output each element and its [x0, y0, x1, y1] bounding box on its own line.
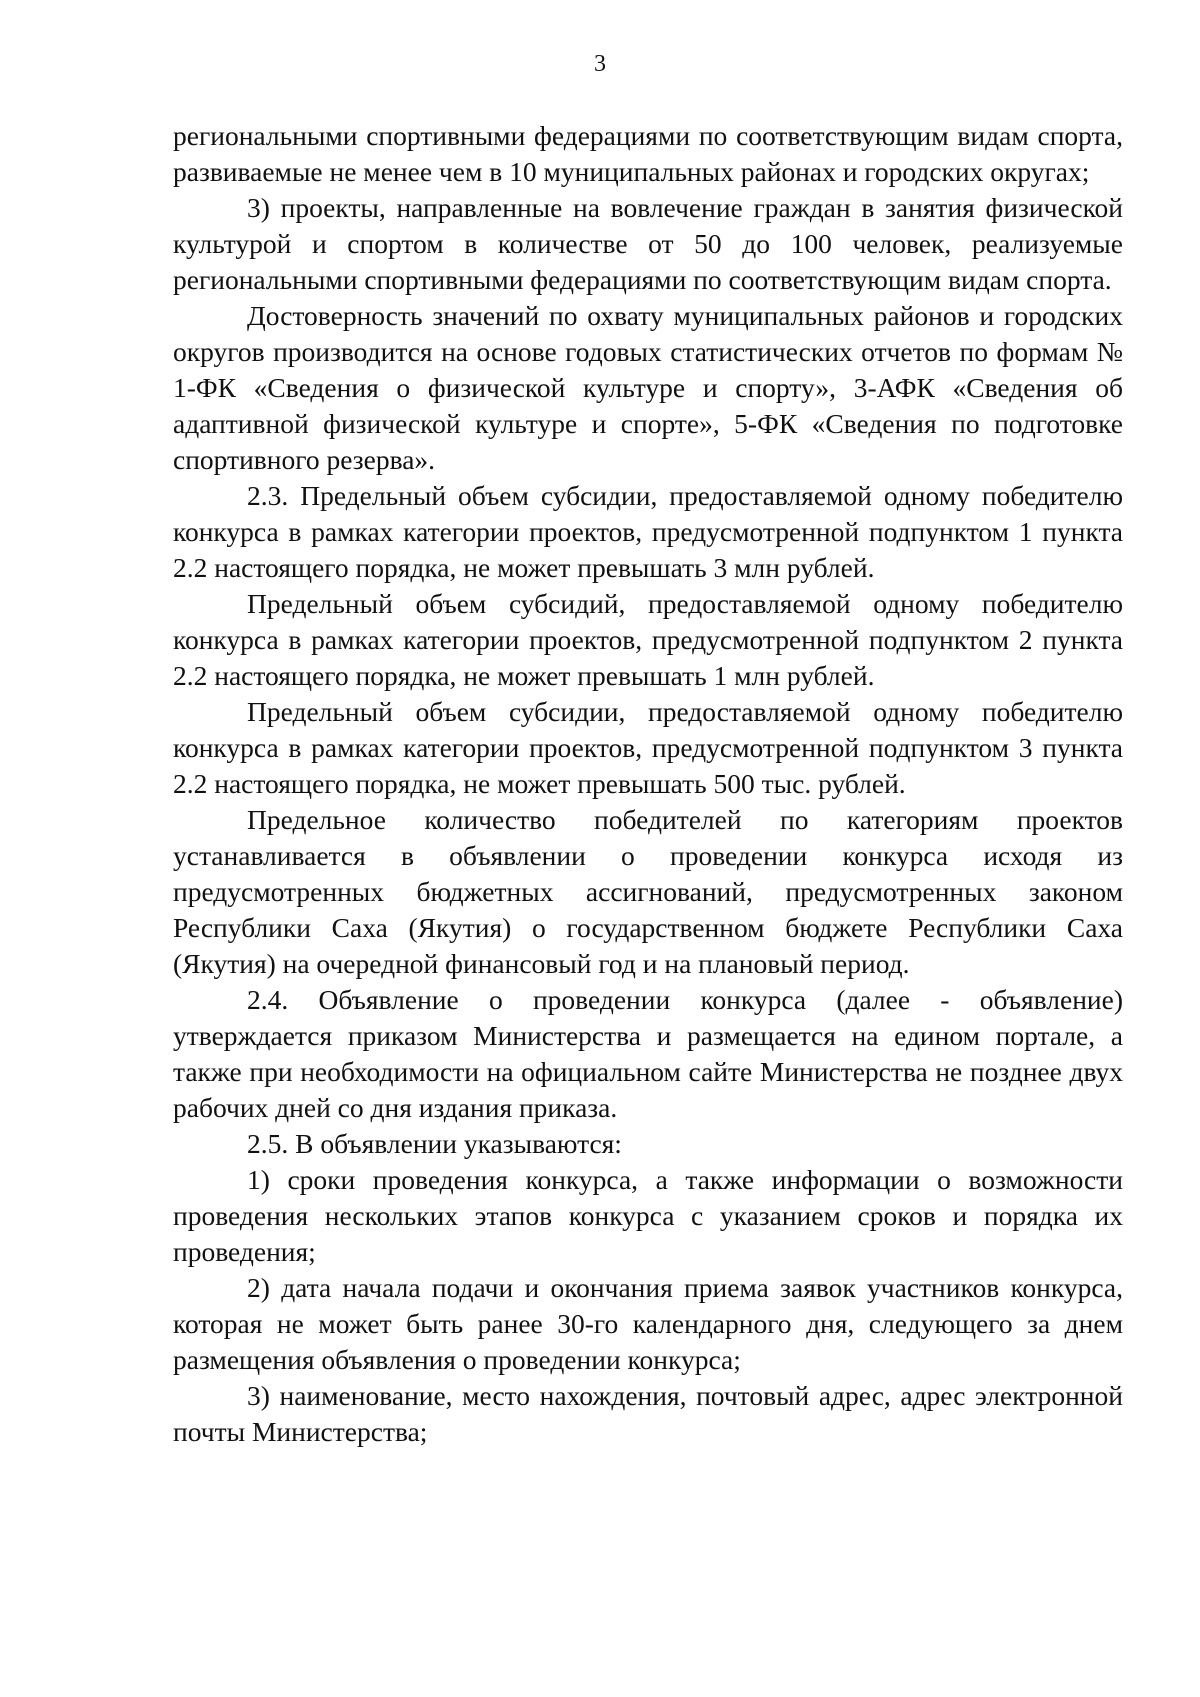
paragraph-continuation: региональными спортивными федерациями по соответствующим видам спорта, развиваемые не менее чем в 10 муниципальных районах и городских округах;	[173, 120, 1123, 187]
document-body	[173, 118, 1123, 1450]
page-number: 3	[594, 51, 606, 77]
paragraph-2-5: 2.5. В объявлении указываются:	[247, 1128, 622, 1159]
list-item-2: 2) дата начала подачи и окончания приема заявок участников конкурса, которая не может быть ранее 30-го календарного дня, следующего за днем размещения объявления о проведении конкурса;	[173, 1272, 1123, 1375]
paragraph-2-3: 2.3. Предельный объем субсидии, предоставляемой одному победителю конкурса в рамках категории проектов, предусмотренной подпунктом 1 пункта 2.2 настоящего порядка, не может превышать 3 млн рублей.	[173, 480, 1123, 583]
paragraph-2-4: 2.4. Объявление о проведении конкурса (далее - объявление) утверждается приказом Министерства и размещается на едином портале, а также при необходимости на официальном сайте Министерства не позднее двух рабочих дней со дня издания приказа.	[173, 984, 1123, 1123]
list-item-3: 3) наименование, место нахождения, почтовый адрес, адрес электронной почты Министерства;	[173, 1380, 1123, 1447]
paragraph-limit-subpoint-2: Предельный объем субсидий, предоставляемой одному победителю конкурса в рамках категории проектов, предусмотренной подпунктом 2 пункта 2.2 настоящего порядка, не может превышать 1 млн рублей.	[173, 588, 1123, 691]
paragraph-reliability: Достоверность значений по охвату муниципальных районов и городских округов производится на основе годовых статистических отчетов по формам № 1-ФК «Сведения о физической культуре и спорту», 3-АФК «Сведения об адаптивной физической культуре и спорте», 5-ФК «Сведения по подготовке спортивного резерва».	[173, 300, 1123, 475]
paragraph-limit-subpoint-3: Предельный объем субсидии, предоставляемой одному победителю конкурса в рамках категории проектов, предусмотренной подпунктом 3 пункта 2.2 настоящего порядка, не может превышать 500 тыс. рублей.	[173, 696, 1123, 799]
list-item-1: 1) сроки проведения конкурса, а также информации о возможности проведения нескольких этапов конкурса с указанием сроков и порядка их проведения;	[173, 1164, 1123, 1267]
paragraph-item-3-projects: 3) проекты, направленные на вовлечение граждан в занятия физической культурой и спортом в количестве от 50 до 100 человек, реализуемые региональными спортивными федерациями по соответствующим видам спорта.	[173, 192, 1123, 295]
paragraph-winners-count: Предельное количество победителей по категориям проектов устанавливается в объявлении о проведении конкурса исходя из предусмотренных бюджетных ассигнований, предусмотренных законом Республики Саха (Якутия) о государственном бюджете Республики Саха (Якутия) на очередной финансовый год и на плановый период.	[173, 804, 1123, 979]
